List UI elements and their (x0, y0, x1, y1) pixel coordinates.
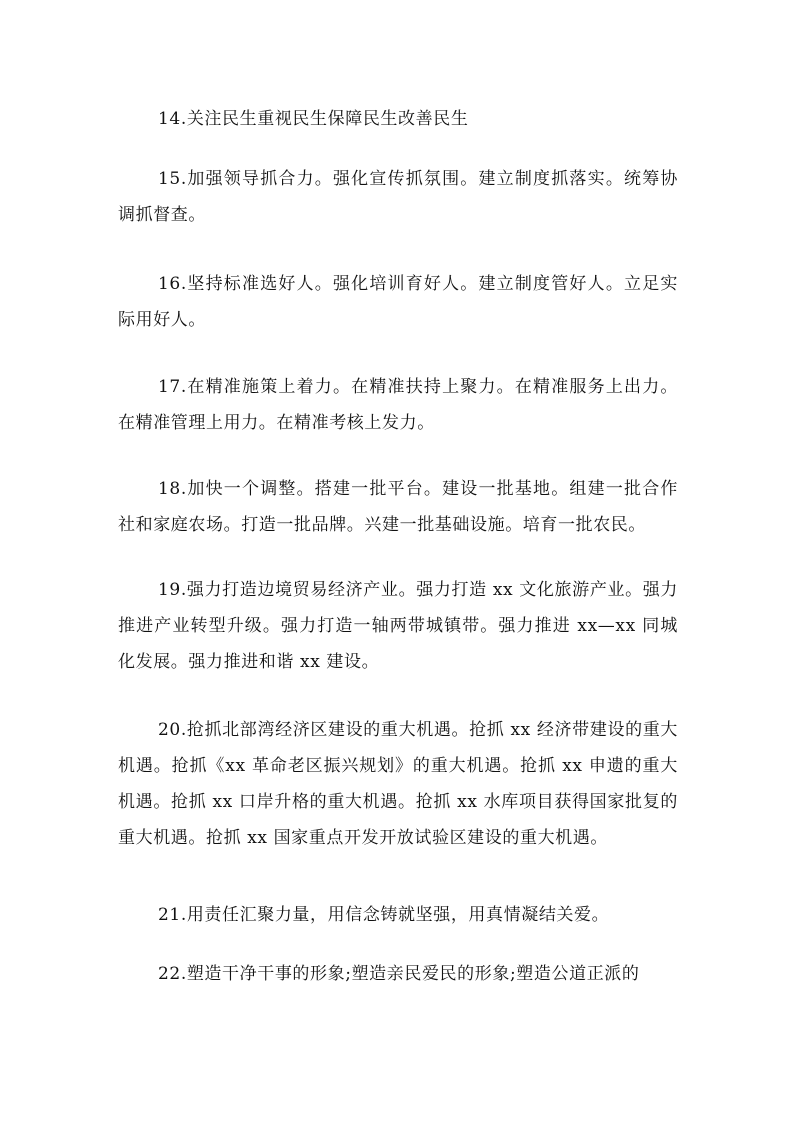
paragraph-17: 17.在精准施策上着力。在精准扶持上聚力。在精准服务上出力。在精准管理上用力。在精准考核上发力。 (118, 377, 678, 433)
paragraph-20: 20.抢抓北部湾经济区建设的重大机遇。抢抓 xx 经济带建设的重大机遇。抢抓《xx 革命老区振兴规划》的重大机遇。抢抓 xx 申遗的重大机遇。抢抓 xx 口岸升格的重大机遇。抢抓 xx 水库项目获得国家批复的重大机遇。抢抓 xx 国家重点开发开放试验区建设的重大机遇。 (118, 720, 678, 848)
paragraph-19: 19.强力打造边境贸易经济产业。强力打造 xx 文化旅游产业。强力推进产业转型升级。强力打造一轴两带城镇带。强力推进 xx—xx 同城化发展。强力推进和谐 xx 建设。 (118, 580, 678, 672)
paragraph-18: 18.加快一个调整。搭建一批平台。建设一批基地。组建一批合作社和家庭农场。打造一批品牌。兴建一批基础设施。培育一批农民。 (118, 479, 678, 535)
paragraph-22: 22.塑造干净干事的形象;塑造亲民爱民的形象;塑造公道正派的 (158, 964, 640, 984)
paragraph-14: 14.关注民生重视民生保障民生改善民生 (158, 109, 469, 129)
paragraph-15: 15.加强领导抓合力。强化宣传抓氛围。建立制度抓落实。统筹协调抓督查。 (118, 169, 678, 225)
paragraph-16: 16.坚持标准选好人。强化培训育好人。建立制度管好人。立足实际用好人。 (118, 274, 678, 330)
paragraph-21: 21.用责任汇聚力量，用信念铸就坚强，用真情凝结关爱。 (158, 905, 610, 925)
